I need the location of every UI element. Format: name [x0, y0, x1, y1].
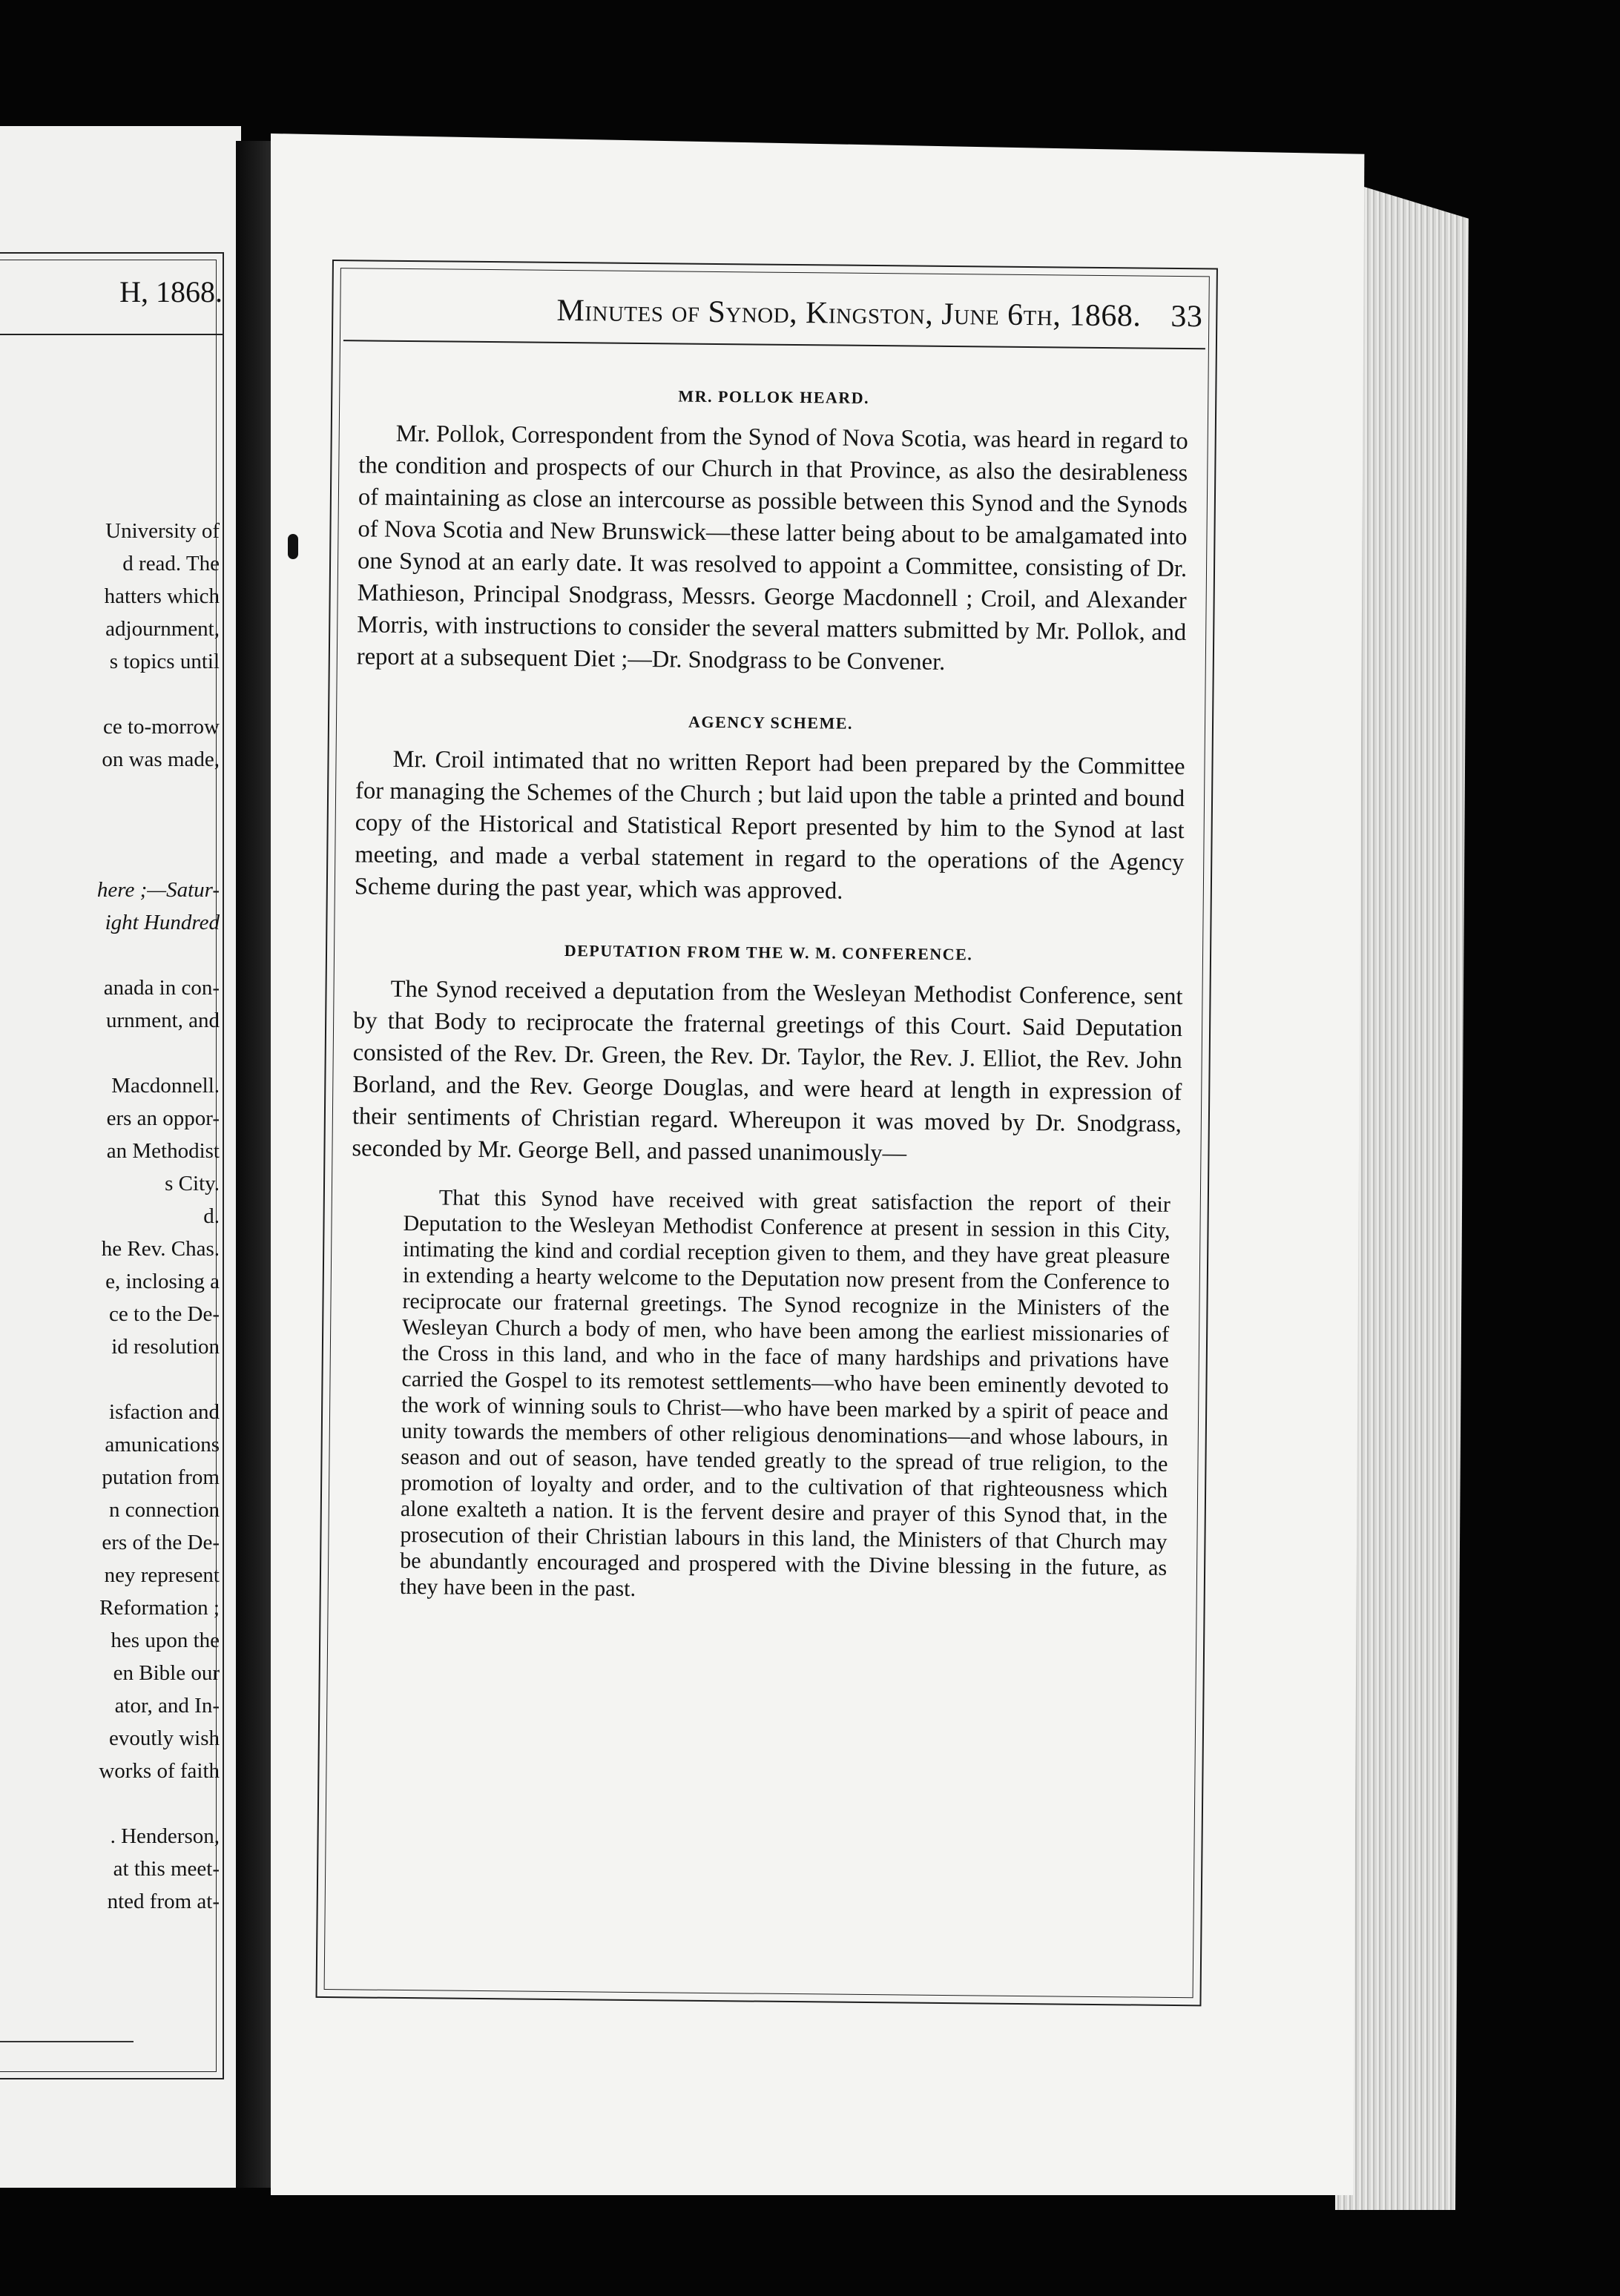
left-page-text — [0, 519, 223, 1922]
left-page-line: University of — [105, 519, 220, 543]
left-page-line: s topics until — [109, 650, 220, 673]
running-head-title: Minutes of Synod, Kingston, June 6th, 1868. — [556, 293, 1142, 334]
left-page-line: on was made, — [102, 748, 220, 771]
page-number: 33 — [1170, 299, 1203, 334]
left-page-line: ers of the De- — [102, 1531, 220, 1554]
left-page-foot-rule — [0, 2041, 134, 2042]
left-page-line: en Bible our — [113, 1661, 220, 1685]
section-paragraph: Mr. Croil intimated that no written Report had been prepared by the Committee for managing the Schemes of the Church ; but laid upon the table a printed and bound copy of the Historical and Statistical Report presented by him to the Synod at last meeting, and made a verbal statement in regard to the operations of the Agency Scheme during the past year, which was approved. — [354, 745, 1185, 905]
left-page-head-rule — [0, 334, 223, 335]
left-page-line: Reformation ; — [99, 1596, 220, 1620]
left-page-running-head: H, 1868. — [119, 275, 223, 309]
left-page-line: id resolution — [111, 1335, 220, 1359]
left-page-line: nted from at- — [107, 1890, 220, 1913]
left-page-line: urnment, and — [105, 1009, 220, 1032]
left-page-line: an Methodist — [106, 1139, 220, 1163]
left-page-line: ce to-morrow — [102, 715, 220, 739]
left-page-line — [0, 813, 223, 845]
section-title: AGENCY SCHEME. — [688, 712, 854, 733]
left-page-line: d. — [203, 1204, 220, 1228]
section-paragraph: The Synod received a deputation from the Wesleyan Methodist Conference, sent by that Body to reciprocate the fraternal greetings of this Court. Said Deputation consisted of the Rev. Dr. Green, the Rev. Dr. Taylor, the Rev. J. Elliot, the Rev. John Borland, and the Rev. George Douglas, and were heard at length in expression of their sentiments of Christian regard. Whereupon it was moved by Dr. Snodgrass, seconded by Mr. George Bell, and passed unanimously— — [352, 975, 1183, 1167]
left-page-line: n connection — [109, 1498, 220, 1522]
left-page-line: Macdonnell. — [111, 1074, 220, 1098]
left-page-line: works of faith — [99, 1759, 220, 1783]
left-page-line: here ;—Satur- — [96, 878, 220, 902]
synod-resolution: That this Synod have received with great satisfaction the report of their Deputation to the Wesleyan Methodist Conference at present in session in this City, intimating the kind and cordial reception given to them, and they have great pleasure in extending a hearty welcome to the Deputation now present from the Conference to reciprocate our fraternal greetings. The Synod recognize in the Ministers of the Wesleyan Church a body of men, who have been among the earliest missionaries of the Cross in this land, and who in the face of many hardships and privations have carried the Gospel to its remotest settlements—who have been eminently devoted to the work of winning souls to Christ—who have been marked by a spirit of peace and unity towards the members of other religious denominations—and whose labours, in season and out of season, have tended greatly to the spread of true religion, to the promotion of loyalty and order, and to the cultivation of that righteousness which alone exalteth a nation. It is the fervent desire and prayer of this Synod that, in the prosecution of their Christian labours in this land, the Ministers of that Church may be abundantly encouraged and prospered with the Divine blessing in the future, as they have been in the past. — [399, 1185, 1170, 1602]
left-page-line: he Rev. Chas. — [101, 1237, 220, 1261]
left-page-line: ight Hundred — [105, 911, 220, 934]
left-page-line — [0, 943, 223, 976]
left-page-line: anada in con- — [103, 976, 220, 1000]
left-page-line: amunications — [105, 1433, 220, 1457]
left-page-line: ce to the De- — [109, 1302, 220, 1326]
left-page-line: ers an oppor- — [106, 1106, 220, 1130]
left-page-line: hatters which — [104, 584, 220, 608]
left-page-line: adjournment, — [105, 617, 220, 641]
left-page-line: ney represent — [104, 1563, 220, 1587]
left-page-line — [0, 1792, 223, 1824]
section-title: DEPUTATION FROM THE W. M. CONFERENCE. — [564, 941, 973, 964]
left-page-line — [0, 780, 223, 813]
left-page-line — [0, 1041, 223, 1074]
left-page-line — [0, 845, 223, 878]
page-border — [315, 260, 1217, 2006]
section-paragraph: Mr. Pollok, Correspondent from the Synod of Nova Scotia, was heard in regard to the condition and prospects of our Church in that Province, as also the desirableness of maintaining as close an intercourse as possible between this Synod and the Synods of Nova Scotia and New Brunswick—these latter being about to be amalgamated into one Synod at an early date. It was resolved to appoint a Committee, consisting of Dr. Mathieson, Principal Snodgrass, Messrs. George Macdonnell ; Croil, and Alexander Morris, with instructions to consider the several matters submitted by Mr. Pollok, and report at a subsequent Diet ;—Dr. Snodgrass to be Convener. — [356, 420, 1188, 676]
page-body — [348, 372, 1189, 1607]
left-page-line: e, inclosing a — [105, 1270, 220, 1293]
book-gutter — [236, 141, 273, 2188]
left-page-line — [0, 682, 223, 715]
ink-smudge — [288, 534, 298, 559]
section-title: MR. POLLOK HEARD. — [678, 386, 870, 407]
left-page-line: at this meet- — [113, 1857, 220, 1881]
left-page-line: putation from — [102, 1465, 220, 1489]
left-page — [0, 126, 241, 2188]
left-page-line: d read. The — [122, 552, 220, 575]
left-page-line: s City. — [165, 1172, 220, 1195]
left-page-line: . Henderson, — [110, 1824, 220, 1848]
left-page-line — [0, 1368, 223, 1400]
left-page-line: ator, and In- — [114, 1694, 220, 1718]
left-page-line: isfaction and — [109, 1400, 220, 1424]
left-page-line: evoutly wish — [108, 1726, 220, 1750]
left-page-line: hes upon the — [111, 1629, 220, 1652]
